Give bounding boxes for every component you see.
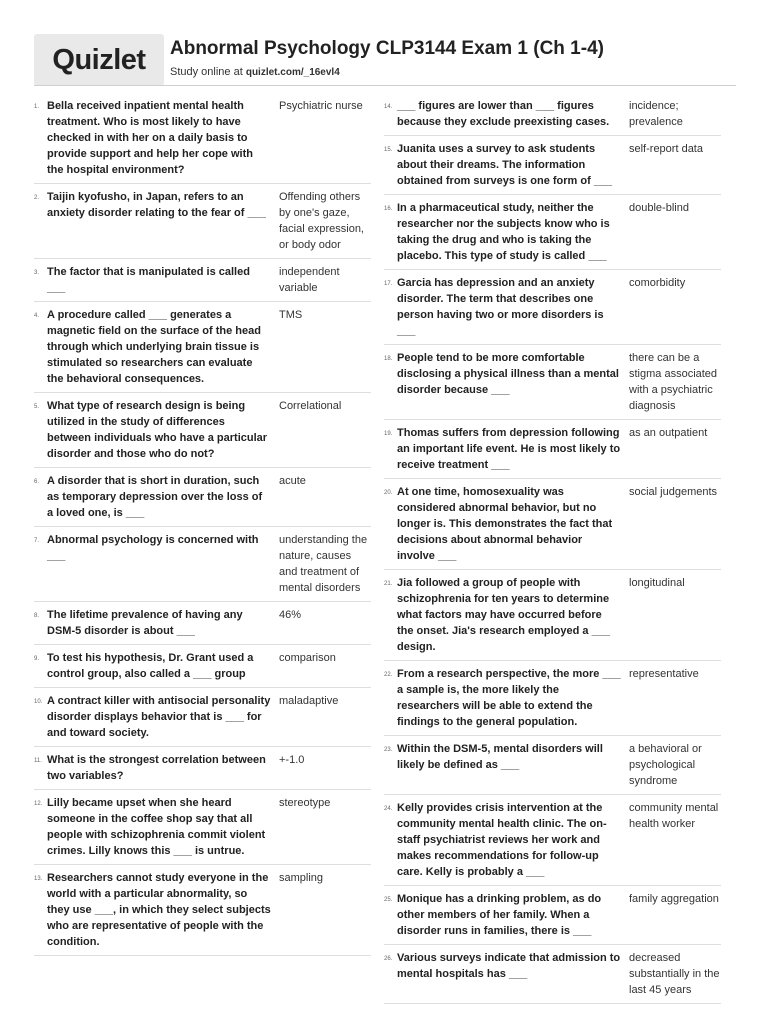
flashcard-row [384,345,721,420]
flashcard-row [34,865,371,956]
card-number: 10. [34,699,43,705]
card-number: 14. [384,104,393,110]
card-term: People tend to be more comfortable disclosing a physical illness than a mental disorder because ___ [397,352,619,396]
card-number: 8. [34,613,40,619]
card-term: The lifetime prevalence of having any DSM-5 disorder is about ___ [47,609,243,637]
card-term: ___ figures are lower than ___ figures because they exclude preexisting cases. [397,100,610,128]
card-definition: 46% [279,609,302,621]
flashcard-row [384,795,721,886]
card-number: 5. [34,404,40,410]
card-number: 11. [34,758,42,764]
card-definition: social judgements [629,486,718,498]
card-term: What type of research design is being utilized in the study of differences between individuals who have a particular disorder and those who do not? [47,400,268,460]
card-term: In a pharmaceutical study, neither the researcher nor the subjects know who is taking the drug and who is taking the placebo. This type of study is called ___ [397,202,610,262]
page-subtitle [170,66,340,78]
card-term: Various surveys indicate that admission to mental hospitals has ___ [397,952,621,980]
card-number: 18. [384,356,393,362]
card-number: 26. [384,956,393,962]
card-number: 24. [384,806,393,812]
card-definition: TMS [279,309,303,321]
flashcard-row [34,688,371,747]
card-definition: family aggregation [629,893,719,905]
flashcard-row [34,747,371,790]
page-header [34,34,736,86]
card-number: 20. [384,490,393,496]
card-definition: longitudinal [629,577,685,589]
flashcard-row [384,736,721,795]
card-number: 12. [34,801,43,807]
flashcard-row [384,886,721,945]
quizlet-logo[interactable]: Quizlet [34,34,164,86]
card-term: Researchers cannot study everyone in the world with a particular abnormality, so they use ___, in which they select subjects who are representative of people with the condition. [47,872,271,948]
flashcard-row [384,270,721,345]
card-term: Thomas suffers from depression following an important life event. He is most likely to receive treatment ___ [397,427,621,471]
flashcard-row [34,602,371,645]
card-term: Bella received inpatient mental health treatment. Who is most likely to have checked in with her on a daily basis to provide support and help her cope with the hospital environment? [47,100,253,176]
card-term: A contract killer with antisocial personality disorder displays behavior that is ___ for and toward society. [47,695,271,739]
card-definition: decreased substantially in the last 45 years [629,952,720,996]
flashcard-row [34,468,371,527]
card-number: 22. [384,672,393,678]
flashcard-row [384,93,721,136]
card-number: 9. [34,656,40,662]
flashcard-row [384,136,721,195]
left-card-column [34,93,371,956]
flashcard-row [34,302,371,393]
flashcard-row [384,420,721,479]
card-definition: a behavioral or psychological syndrome [629,743,702,787]
card-number: 2. [34,195,40,201]
card-definition: maladaptive [279,695,339,707]
card-definition: incidence; prevalence [629,100,683,128]
flashcard-row [34,393,371,468]
card-definition: independent variable [279,266,340,294]
card-definition: there can be a stigma associated with a psychiatric diagnosis [629,352,718,412]
card-term: Abnormal psychology is concerned with ___ [47,534,259,562]
card-definition: stereotype [279,797,331,809]
card-definition: as an outpatient [629,427,708,439]
card-number: 13. [34,876,43,882]
card-number: 4. [34,313,40,319]
card-term: Garcia has depression and an anxiety disorder. The term that describes one person having two or more disorders is ___ [397,277,604,337]
header-divider [34,85,736,86]
card-term: Monique has a drinking problem, as do other members of her family. When a disorder runs in families, there is ___ [397,893,602,937]
card-number: 21. [384,581,393,587]
card-number: 25. [384,897,393,903]
card-term: From a research perspective, the more ___ a sample is, the more likely the researchers will be able to extend the findings to the general population. [397,668,621,728]
card-definition: sampling [279,872,324,884]
subtitle-prefix: Study online at [170,66,243,78]
card-definition: comorbidity [629,277,686,289]
flashcard-row [384,661,721,736]
right-card-column [384,93,721,1004]
card-term: Within the DSM-5, mental disorders will likely be defined as ___ [397,743,603,771]
flashcard-row [34,645,371,688]
card-number: 15. [384,147,393,153]
card-definition: understanding the nature, causes and treatment of mental disorders [279,534,368,594]
flashcard-row [34,259,371,302]
card-term: Juanita uses a survey to ask students about their dreams. The information obtained from surveys is one form of ___ [397,143,613,187]
card-definition: self-report data [629,143,703,155]
card-number: 16. [384,206,393,212]
card-definition: Correlational [279,400,342,412]
card-number: 19. [384,431,393,437]
study-link[interactable]: quizlet.com/_16evl4 [245,67,340,78]
card-definition: +-1.0 [279,754,305,766]
flashcard-row [384,195,721,270]
card-number: 7. [34,538,40,544]
card-term: Taijin kyofusho, in Japan, refers to an anxiety disorder relating to the fear of ___ [47,191,266,219]
flashcard-row [384,479,721,570]
flashcard-row [34,790,371,865]
card-definition: community mental health worker [629,802,719,830]
card-term: To test his hypothesis, Dr. Grant used a control group, also called a ___ group [47,652,254,680]
card-term: Kelly provides crisis intervention at the community mental health clinic. The on-staff psychiatrist reviews her work and makes recommendations for follow-up care. Kelly is probably a ___ [397,802,607,878]
flashcard-row [34,93,371,184]
card-number: 6. [34,479,40,485]
card-number: 23. [384,747,393,753]
flashcard-row [384,945,721,1004]
card-term: A disorder that is short in duration, such as temporary depression over the loss of a loved one, is ___ [47,475,263,519]
flashcard-row [384,570,721,661]
card-term: Lilly became upset when she heard someone in the coffee shop say that all people with schizophrenia commit violent crimes. Lilly knows this ___ is untrue. [47,797,266,857]
flashcard-row [34,527,371,602]
card-number: 1. [34,104,40,110]
card-term: Jia followed a group of people with schizophrenia for ten years to determine what factors may have occurred before the onset. Jia's research employed a ___ design. [397,577,610,653]
page-title: Abnormal Psychology CLP3144 Exam 1 (Ch 1-4) [170,38,604,59]
flashcard-row [34,184,371,259]
card-term: At one time, homosexuality was considered abnormal behavior, but no longer is. This demonstrates the fact that decisions about abnormal behavior involve ___ [397,486,613,562]
card-term: The factor that is manipulated is called ___ [47,266,250,294]
card-definition: Offending others by one's gaze, facial expression, or body odor [279,191,364,251]
card-number: 3. [34,270,40,276]
card-definition: double-blind [629,202,689,214]
card-term: What is the strongest correlation between two variables? [47,754,266,782]
card-definition: comparison [279,652,336,664]
card-term: A procedure called ___ generates a magnetic field on the surface of the head through which underlying brain tissue is stimulated so researchers can evaluate the behavioral consequences. [47,309,261,385]
card-definition: Psychiatric nurse [279,100,363,112]
card-definition: representative [629,668,699,680]
card-definition: acute [279,475,306,487]
card-number: 17. [384,281,393,287]
